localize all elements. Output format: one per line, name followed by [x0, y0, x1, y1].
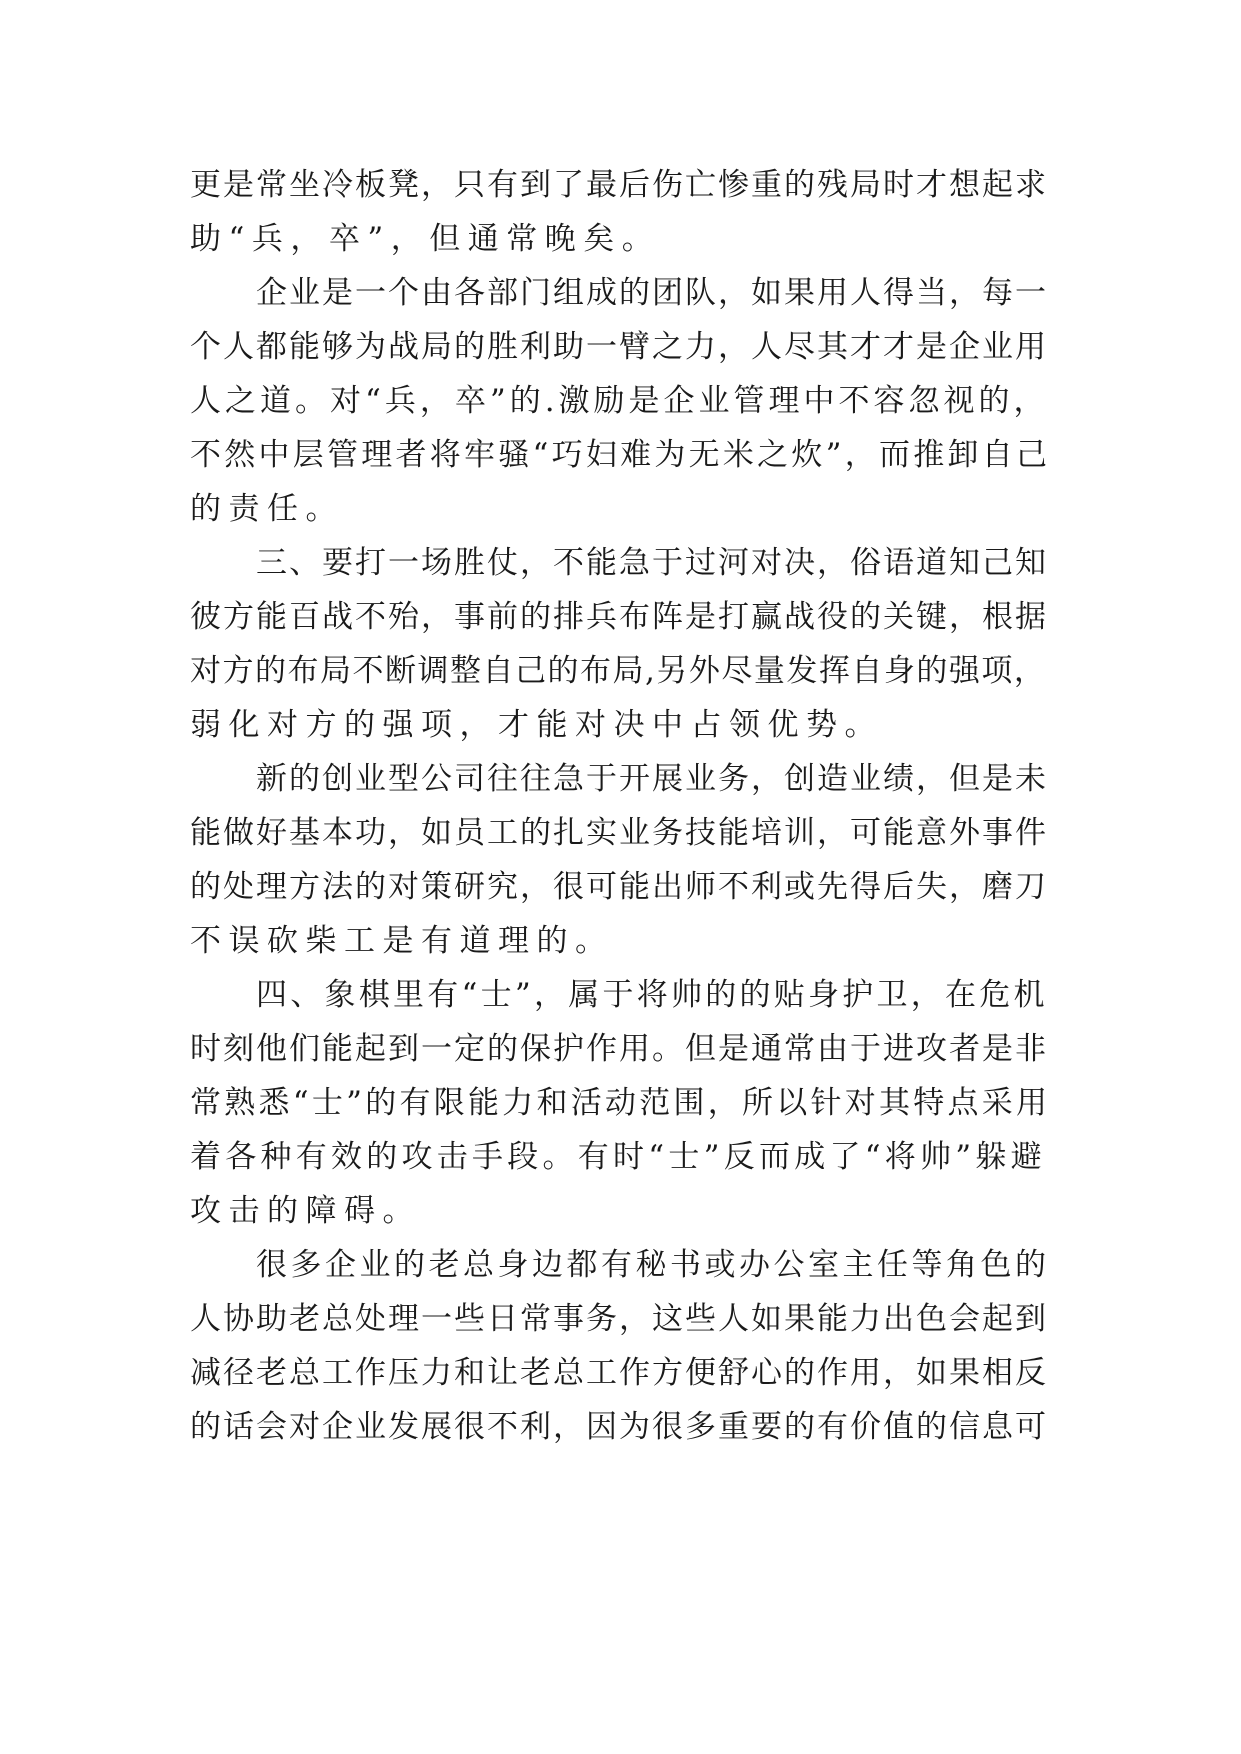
- text-line: 新的创业型公司往往急于开展业务，创造业绩，但是未: [256, 761, 1048, 797]
- text-line: 时刻他们能起到一定的保护作用。但是通常由于进攻者是非: [190, 1031, 1048, 1067]
- text-line: 对方的布局不断调整自己的布局,另外尽量发挥自身的强项，: [190, 653, 1047, 689]
- text-line: 很多企业的老总身边都有秘书或办公室主任等角色的: [256, 1247, 1050, 1283]
- text-line: 三、要打一场胜仗，不能急于过河对决，俗语道知己知: [256, 545, 1048, 581]
- text-line: 人之道。对“兵，卒”的.激励是企业管理中不容忽视的，: [190, 383, 1049, 419]
- text-line: 能做好基本功，如员工的扎实业务技能培训，可能意外事件: [190, 815, 1048, 851]
- text-line: 助“兵，卒”，但通常晚矣。: [190, 221, 661, 257]
- text-line: 攻击的障碍。: [190, 1193, 421, 1229]
- text-line: 着各种有效的攻击手段。有时“士”反而成了“将帅”躲避: [190, 1139, 1046, 1175]
- text-line: 的责任。: [190, 491, 344, 527]
- text-line: 更是常坐冷板凳，只有到了最后伤亡惨重的残局时才想起求: [190, 167, 1048, 203]
- text-line: 个人都能够为战局的胜利助一臂之力，人尽其才才是企业用: [190, 329, 1048, 365]
- body-text: [190, 158, 1050, 1454]
- text-line: 不然中层管理者将牢骚“巧妇难为无米之炊”，而推卸自己: [190, 437, 1051, 473]
- text-line: 企业是一个由各部门组成的团队，如果用人得当，每一: [256, 275, 1048, 311]
- text-line: 不误砍柴工是有道理的。: [190, 923, 614, 959]
- text-line: 常熟悉“士”的有限能力和活动范围，所以针对其特点采用: [190, 1085, 1051, 1121]
- text-line: 的处理方法的对策研究，很可能出师不利或先得后失，磨刀: [190, 869, 1048, 905]
- text-line: 四、象棋里有“士”，属于将帅的的贴身护卫，在危机: [256, 977, 1048, 1013]
- text-line: 减径老总工作压力和让老总工作方便舒心的作用，如果相反: [190, 1355, 1048, 1391]
- text-line: 彼方能百战不殆，事前的排兵布阵是打赢战役的关键，根据: [190, 599, 1048, 635]
- text-line: 弱化对方的强项，才能对决中占领优势。: [190, 707, 883, 743]
- text-line: 的话会对企业发展很不利，因为很多重要的有价值的信息可: [190, 1409, 1048, 1445]
- text-line: 人协助老总处理一些日常事务，这些人如果能力出色会起到: [190, 1301, 1048, 1337]
